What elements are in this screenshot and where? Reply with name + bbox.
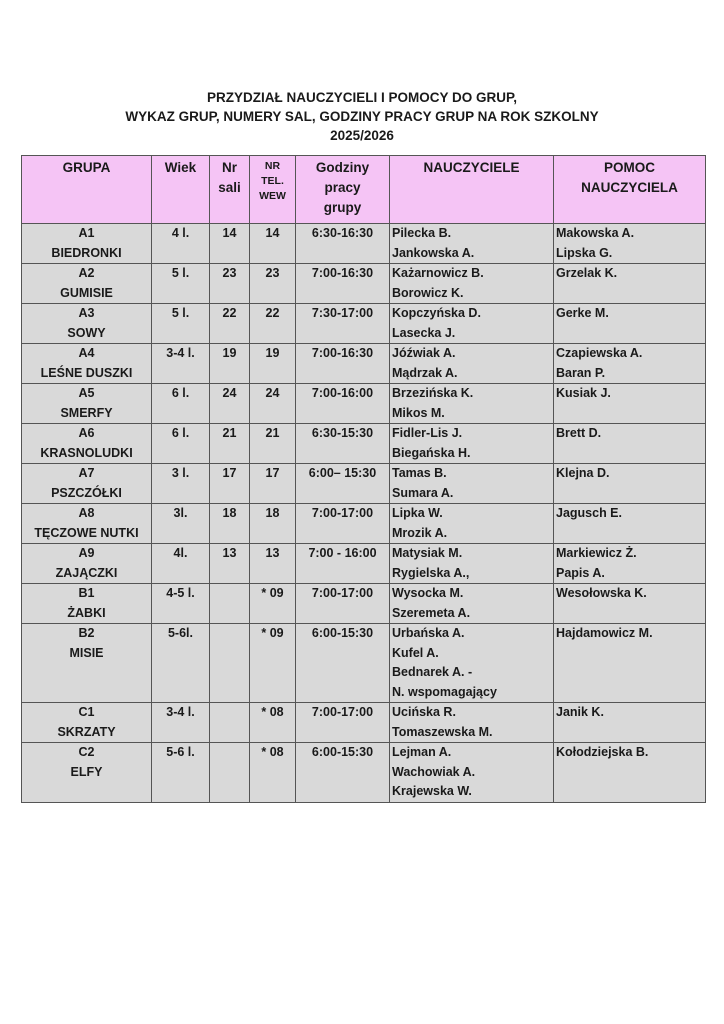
header-godziny-pracy: Godziny pracy grupy — [296, 156, 390, 224]
cell-wiek: 5 l. — [152, 304, 210, 344]
cell-nr-tel: 23 — [250, 264, 296, 304]
cell-nr-sali: 22 — [210, 304, 250, 344]
table-row — [22, 584, 706, 624]
cell-nauczyciele: Każarnowicz B. Borowicz K. — [390, 264, 554, 304]
cell-pomoc: Klejna D. — [554, 464, 706, 504]
cell-wiek: 5-6l. — [152, 624, 210, 703]
header-wiek: Wiek — [152, 156, 210, 224]
cell-godziny: 6:30-15:30 — [296, 424, 390, 464]
title-line-1: PRZYDZIAŁ NAUCZYCIELI I POMOCY DO GRUP, — [206, 90, 518, 105]
header-nr-tel-wew: NR TEL. WEW — [250, 156, 296, 224]
table-row — [22, 344, 706, 384]
cell-godziny: 6:00-15:30 — [296, 743, 390, 803]
cell-nr-sali: 13 — [210, 544, 250, 584]
cell-nauczyciele: Jóźwiak A. Mądrzak A. — [390, 344, 554, 384]
cell-wiek: 6 l. — [152, 384, 210, 424]
cell-pomoc: Brett D. — [554, 424, 706, 464]
cell-nr-sali — [210, 624, 250, 703]
cell-grupa: A8 TĘCZOWE NUTKI — [22, 504, 152, 544]
table-row — [22, 424, 706, 464]
cell-pomoc: Gerke M. — [554, 304, 706, 344]
cell-godziny: 6:30-16:30 — [296, 224, 390, 264]
cell-grupa: C1 SKRZATY — [22, 703, 152, 743]
cell-nr-tel: 18 — [250, 504, 296, 544]
cell-nr-sali — [210, 703, 250, 743]
cell-nauczyciele: Wysocka M. Szeremeta A. — [390, 584, 554, 624]
cell-wiek: 4l. — [152, 544, 210, 584]
cell-nr-tel: 21 — [250, 424, 296, 464]
cell-nauczyciele: Urbańska A. Kufel A. Bednarek A. - N. wspomagający — [390, 624, 554, 703]
table-row — [22, 304, 706, 344]
cell-grupa: A7 PSZCZÓŁKI — [22, 464, 152, 504]
cell-grupa: B2 MISIE — [22, 624, 152, 703]
cell-godziny: 7:00-16:30 — [296, 264, 390, 304]
cell-godziny: 7:00-17:00 — [296, 703, 390, 743]
cell-nauczyciele: Tamas B. Sumara A. — [390, 464, 554, 504]
cell-nr-tel: * 08 — [250, 703, 296, 743]
cell-pomoc: Hajdamowicz M. — [554, 624, 706, 703]
cell-wiek: 5 l. — [152, 264, 210, 304]
cell-pomoc: Janik K. — [554, 703, 706, 743]
cell-nr-sali: 23 — [210, 264, 250, 304]
title-line-3: 2025/2026 — [330, 128, 394, 143]
cell-grupa: A5 SMERFY — [22, 384, 152, 424]
cell-nr-sali: 17 — [210, 464, 250, 504]
cell-pomoc: Kusiak J. — [554, 384, 706, 424]
cell-grupa: A4 LEŚNE DUSZKI — [22, 344, 152, 384]
title-line-2: WYKAZ GRUP, NUMERY SAL, GODZINY PRACY GRUP NA ROK SZKOLNY — [125, 109, 599, 124]
cell-wiek: 4-5 l. — [152, 584, 210, 624]
cell-godziny: 7:00-16:00 — [296, 384, 390, 424]
cell-nr-sali: 19 — [210, 344, 250, 384]
table-row — [22, 703, 706, 743]
table-row — [22, 504, 706, 544]
header-nauczyciele: NAUCZYCIELE — [390, 156, 554, 224]
cell-nr-tel: * 08 — [250, 743, 296, 803]
cell-nr-sali: 14 — [210, 224, 250, 264]
cell-grupa: A3 SOWY — [22, 304, 152, 344]
cell-pomoc: Makowska A. Lipska G. — [554, 224, 706, 264]
cell-nr-tel: 19 — [250, 344, 296, 384]
cell-nauczyciele: Lejman A. Wachowiak A. Krajewska W. — [390, 743, 554, 803]
group-assignment-table — [21, 155, 706, 803]
cell-pomoc: Jagusch E. — [554, 504, 706, 544]
cell-grupa: A9 ZAJĄCZKI — [22, 544, 152, 584]
header-pomoc-nauczyciela: POMOC NAUCZYCIELA — [554, 156, 706, 224]
cell-godziny: 6:00-15:30 — [296, 624, 390, 703]
cell-nr-tel: 22 — [250, 304, 296, 344]
cell-wiek: 3-4 l. — [152, 703, 210, 743]
table-row — [22, 464, 706, 504]
cell-grupa: A6 KRASNOLUDKI — [22, 424, 152, 464]
cell-grupa: C2 ELFY — [22, 743, 152, 803]
table-row — [22, 264, 706, 304]
cell-pomoc: Czapiewska A. Baran P. — [554, 344, 706, 384]
table-row — [22, 743, 706, 803]
cell-nr-sali — [210, 584, 250, 624]
cell-pomoc: Markiewicz Ż. Papis A. — [554, 544, 706, 584]
cell-pomoc: Wesołowska K. — [554, 584, 706, 624]
cell-nr-tel: 24 — [250, 384, 296, 424]
cell-nr-sali: 21 — [210, 424, 250, 464]
table-row — [22, 224, 706, 264]
cell-godziny: 6:00– 15:30 — [296, 464, 390, 504]
cell-godziny: 7:00-17:00 — [296, 504, 390, 544]
cell-grupa: A1 BIEDRONKI — [22, 224, 152, 264]
cell-nauczyciele: Matysiak M. Rygielska A., — [390, 544, 554, 584]
cell-wiek: 3-4 l. — [152, 344, 210, 384]
cell-wiek: 3l. — [152, 504, 210, 544]
cell-nr-sali — [210, 743, 250, 803]
cell-grupa: B1 ŻABKI — [22, 584, 152, 624]
cell-godziny: 7:00-17:00 — [296, 584, 390, 624]
cell-godziny: 7:00 - 16:00 — [296, 544, 390, 584]
cell-wiek: 6 l. — [152, 424, 210, 464]
document-title — [0, 88, 724, 145]
cell-wiek: 5-6 l. — [152, 743, 210, 803]
cell-wiek: 3 l. — [152, 464, 210, 504]
cell-pomoc: Grzelak K. — [554, 264, 706, 304]
cell-godziny: 7:30-17:00 — [296, 304, 390, 344]
cell-nr-tel: 13 — [250, 544, 296, 584]
cell-nauczyciele: Brzezińska K. Mikos M. — [390, 384, 554, 424]
cell-nauczyciele: Lipka W. Mrozik A. — [390, 504, 554, 544]
cell-wiek: 4 l. — [152, 224, 210, 264]
cell-pomoc: Kołodziejska B. — [554, 743, 706, 803]
cell-nauczyciele: Pilecka B. Jankowska A. — [390, 224, 554, 264]
header-grupa: GRUPA — [22, 156, 152, 224]
cell-nr-sali: 24 — [210, 384, 250, 424]
cell-grupa: A2 GUMISIE — [22, 264, 152, 304]
cell-nr-tel: 17 — [250, 464, 296, 504]
cell-nauczyciele: Ucińska R. Tomaszewska M. — [390, 703, 554, 743]
table-row — [22, 384, 706, 424]
header-nr-sali: Nr sali — [210, 156, 250, 224]
cell-nauczyciele: Fidler-Lis J. Biegańska H. — [390, 424, 554, 464]
cell-nr-tel: 14 — [250, 224, 296, 264]
cell-nr-tel: * 09 — [250, 624, 296, 703]
table-header-row — [22, 156, 706, 224]
table-row — [22, 624, 706, 703]
cell-godziny: 7:00-16:30 — [296, 344, 390, 384]
cell-nr-tel: * 09 — [250, 584, 296, 624]
cell-nr-sali: 18 — [210, 504, 250, 544]
cell-nauczyciele: Kopczyńska D. Lasecka J. — [390, 304, 554, 344]
table-body — [22, 224, 706, 803]
table-row — [22, 544, 706, 584]
